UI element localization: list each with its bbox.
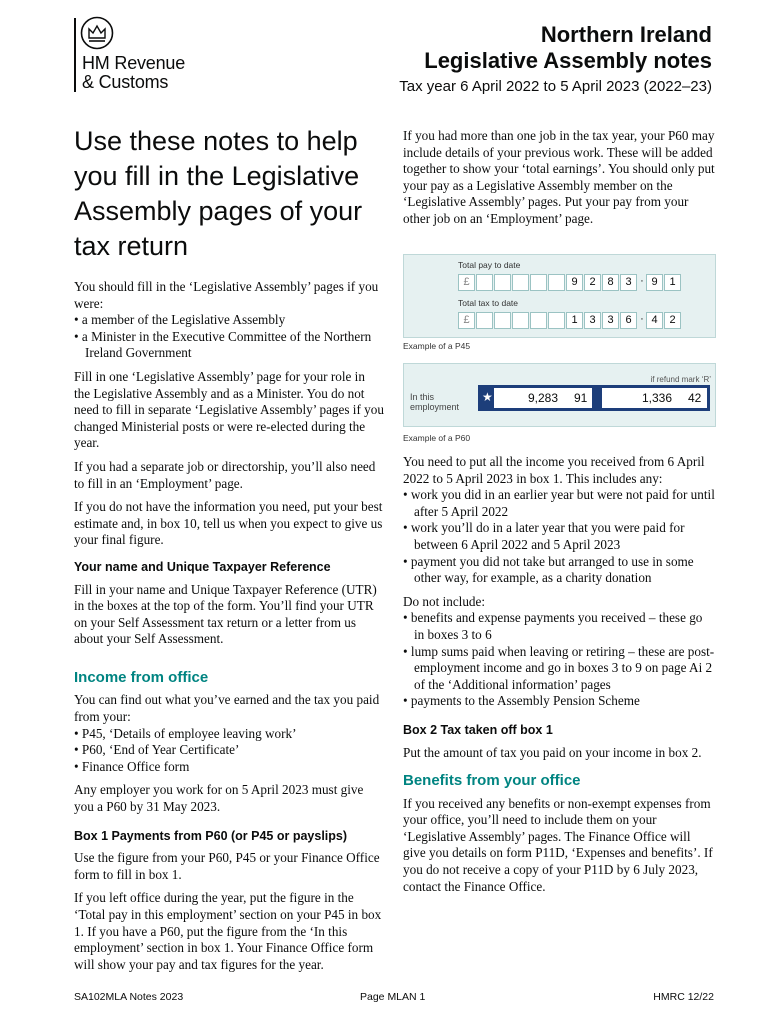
- crown-crest-icon: [80, 16, 114, 50]
- list-item: • payments to the Assembly Pension Scheme: [403, 693, 640, 709]
- title-line1: Northern Ireland: [540, 22, 712, 47]
- employer-text: Any employer you work for on 5 April 2023 must give you a P60 by 31 May 2023.: [74, 782, 364, 815]
- digit-box: [512, 274, 529, 291]
- income-includes-list: [403, 487, 715, 587]
- digit-box: 3: [602, 312, 619, 329]
- decimal-point: ·: [640, 313, 644, 325]
- income-heading: Income from office: [74, 668, 209, 686]
- document-title: [424, 22, 712, 74]
- p45-caption: Example of a P45: [403, 341, 471, 351]
- pound-box: £: [458, 274, 475, 291]
- total-tax-boxes: [458, 312, 682, 329]
- list-item: • benefits and expense payments you received – these go in boxes 3 to 6: [403, 610, 703, 642]
- left-column: [74, 279, 384, 980]
- all-income-text: You need to put all the income you received from 6 April 2022 to 5 April 2023 in box 1. This includes any:: [403, 454, 705, 486]
- total-pay-label: Total pay to date: [458, 260, 521, 270]
- box1-heading: Box 1 Payments from P60 (or P45 or payslips): [74, 828, 348, 843]
- digit-box: [476, 312, 493, 329]
- exclude-list: [403, 610, 715, 710]
- tax-year: Tax year 6 April 2022 to 5 April 2023 (2022–23): [399, 78, 712, 95]
- tax-field: [602, 388, 707, 408]
- right-column: [403, 454, 715, 902]
- page-title: Use these notes to help you fill in the Legislative Assembly pages of your tax return: [74, 126, 363, 261]
- employment-label: In this employment: [410, 392, 460, 412]
- total-tax-label: Total tax to date: [458, 298, 519, 308]
- digit-box: [494, 312, 511, 329]
- intro-list: [74, 312, 384, 362]
- estimate-text: If you do not have the information you need, put your best estimate and, in box 10, tell us when you expect to give us your final figure.: [74, 499, 383, 548]
- list-item: • lump sums paid when leaving or retiring – these are post-employment income and go in boxes 3 to 9 on page Ai 2 of the ‘Additional information’ pages: [403, 643, 715, 692]
- list-item: • work you’ll do in a later year that you were paid for between 6 April 2022 and 5 April 2023: [403, 520, 685, 552]
- digit-box: [530, 312, 547, 329]
- list-item: • a member of the Legislative Assembly: [74, 312, 286, 328]
- income-list: [74, 726, 384, 776]
- title-line2: Legislative Assembly notes: [424, 48, 712, 73]
- digit-box: [494, 274, 511, 291]
- pay-pence: 91: [574, 391, 588, 405]
- digit-box: 9: [566, 274, 583, 291]
- tax-pounds: 1,336: [642, 391, 673, 405]
- brand-line2: & Customs: [82, 72, 169, 92]
- digit-box: 4: [646, 312, 663, 329]
- list-item: • P45, ‘Details of employee leaving work’: [74, 725, 297, 741]
- footer-version: HMRC 12/22: [653, 991, 714, 1003]
- refund-label: if refund mark ‘R’: [650, 375, 711, 384]
- pound-box: £: [458, 312, 475, 329]
- do-not-include-text: Do not include:: [403, 593, 486, 609]
- footer-form-ref: SA102MLA Notes 2023: [74, 991, 184, 1003]
- digit-box: [548, 274, 565, 291]
- p45-example: [403, 254, 716, 338]
- footer-page-number: Page MLAN 1: [360, 991, 426, 1003]
- digit-box: 2: [584, 274, 601, 291]
- total-pay-boxes: [458, 274, 682, 291]
- income-text: You can find out what you’ve earned and the tax you paid from your:: [74, 692, 380, 725]
- digit-box: 1: [566, 312, 583, 329]
- list-item: • payment you did not take but arranged to use in some other way, for example, as a charity donation: [403, 553, 694, 586]
- box2-heading: Box 2 Tax taken off box 1: [403, 722, 553, 737]
- list-item: • Finance Office form: [74, 758, 190, 774]
- box1-text: Use the figure from your P60, P45 or your Finance Office form to fill in box 1.: [74, 850, 380, 882]
- benefits-text: If you received any benefits or non-exempt expenses from your office, you’ll need to include them on your ‘Legislative Assembly’ pages. The Finance Office will give you details on form P11D, ‘Expenses and benefits’. If you do not receive a copy of your P11D by 6 July 2023, contact the Finance Office.: [403, 795, 713, 894]
- digit-box: 8: [602, 274, 619, 291]
- p60-caption: Example of a P60: [403, 433, 471, 443]
- one-page-text: Fill in one ‘Legislative Assembly’ page for your role in the Legislative Assembly and as a Minister. You do not need to fill in separate ‘Legislative Assembly’ pages if you changed Ministerial posts or were re-elected during the year.: [74, 368, 384, 451]
- digit-box: 1: [664, 274, 681, 291]
- p60-example: [403, 363, 716, 427]
- intro-text: You should fill in the ‘Legislative Assembly’ pages if you were:: [74, 279, 379, 311]
- digit-box: 6: [620, 312, 637, 329]
- box1-text2: If you left office during the year, put the figure in the ‘Total pay in this employment’ section on your P45 in box 1. If you have a P60, put the figure from the ‘In this employment’ section in box 1. Your Finance Office form will show your pay and tax figures for the year.: [74, 890, 382, 972]
- utr-text: Fill in your name and Unique Taxpayer Reference (UTR) in the boxes at the top of the form. You’ll find your UTR on your Self Assessment tax return or a letter from us about your Self Assessment.: [74, 581, 377, 647]
- p60-value-bar: [478, 385, 710, 411]
- more-jobs-text: If you had more than one job in the tax year, your P60 may include details of your previous work. These will be added together to show your ‘total earnings’. You should only put your pay as a Legislative Assembly member on the ‘Legislative Assembly’ pages. Put your pay from your other job on an ‘Employment’ page.: [403, 128, 715, 226]
- pay-pounds: 9,283: [528, 391, 559, 405]
- decimal-point: ·: [640, 275, 644, 287]
- digit-box: 3: [584, 312, 601, 329]
- tax-pence: 42: [688, 391, 702, 405]
- separate-job-text: If you had a separate job or directorship, you’ll also need to fill in an ‘Employment’ page.: [74, 458, 376, 491]
- star-icon: ★: [482, 390, 493, 404]
- list-item: • work you did in an earlier year but were not paid for until after 5 April 2022: [403, 487, 715, 519]
- digit-box: [530, 274, 547, 291]
- hmrc-brand: [82, 54, 185, 92]
- digit-box: [548, 312, 565, 329]
- digit-box: 9: [646, 274, 663, 291]
- digit-box: 3: [620, 274, 637, 291]
- benefits-heading: Benefits from your office: [403, 772, 581, 790]
- digit-box: 2: [664, 312, 681, 329]
- brand-line1: HM Revenue: [82, 53, 186, 73]
- pay-field: [494, 388, 592, 408]
- utr-heading: Your name and Unique Taxpayer Reference: [74, 559, 331, 574]
- digit-box: [512, 312, 529, 329]
- logo-rule: [74, 18, 76, 92]
- box2-text: Put the amount of tax you paid on your income in box 2.: [403, 744, 702, 760]
- list-item: • a Minister in the Executive Committee of the Northern Ireland Government: [74, 328, 372, 361]
- list-item: • P60, ‘End of Year Certificate’: [74, 742, 240, 758]
- digit-box: [476, 274, 493, 291]
